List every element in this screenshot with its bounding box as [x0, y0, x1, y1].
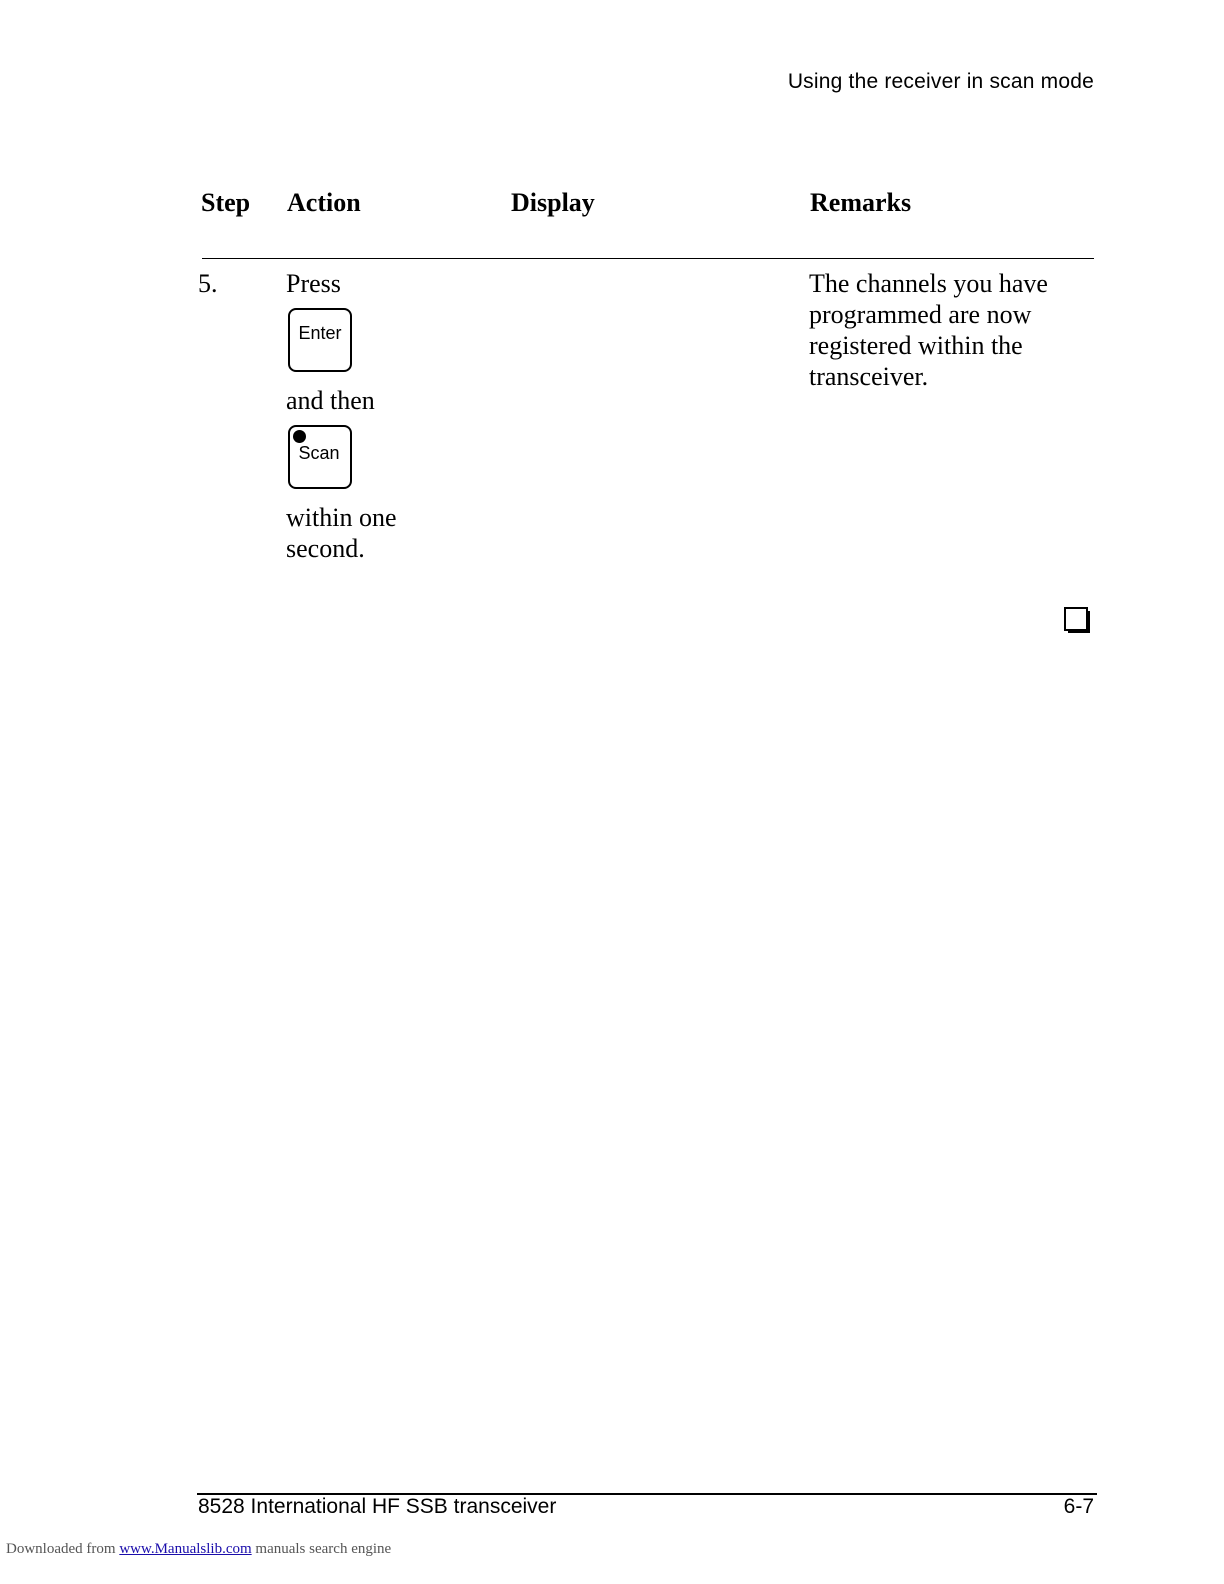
download-note-suffix: manuals search engine: [255, 1541, 392, 1557]
footer-page-number: 6-7: [1063, 1495, 1094, 1518]
remarks-line-1: The channels you have: [809, 269, 1048, 298]
column-header-remarks: Remarks: [810, 188, 912, 217]
action-press-text: Press: [286, 269, 341, 298]
scan-key-label: Scan: [298, 443, 340, 463]
action-within-text: [286, 502, 397, 564]
action-within-line-1: within one: [286, 503, 397, 532]
column-header-step: Step: [201, 188, 251, 217]
download-note-prefix: Downloaded from: [6, 1541, 116, 1557]
action-and-then-text: and then: [286, 386, 375, 415]
scan-key-icon: [288, 425, 352, 489]
step-number: 5.: [198, 269, 218, 298]
action-within-line-2: second.: [286, 534, 365, 563]
remarks-text: [809, 268, 1048, 392]
column-header-display: Display: [511, 188, 595, 217]
column-header-action: Action: [287, 188, 361, 217]
remarks-line-2: programmed are now: [809, 300, 1032, 329]
manualslib-link[interactable]: www.Manualslib.com: [119, 1541, 252, 1557]
remarks-line-4: transceiver.: [809, 362, 929, 391]
table-header-rule: [202, 258, 1094, 259]
download-note: [6, 1541, 391, 1558]
enter-key-icon: [288, 308, 352, 372]
footer-manual-title: 8528 International HF SSB transceiver: [198, 1495, 557, 1518]
running-header: Using the receiver in scan mode: [787, 70, 1094, 93]
enter-key-label: Enter: [298, 323, 342, 343]
end-of-section-box-icon: [1064, 607, 1091, 634]
scan-indicator-dot-icon: [293, 430, 306, 443]
remarks-line-3: registered within the: [809, 331, 1023, 360]
